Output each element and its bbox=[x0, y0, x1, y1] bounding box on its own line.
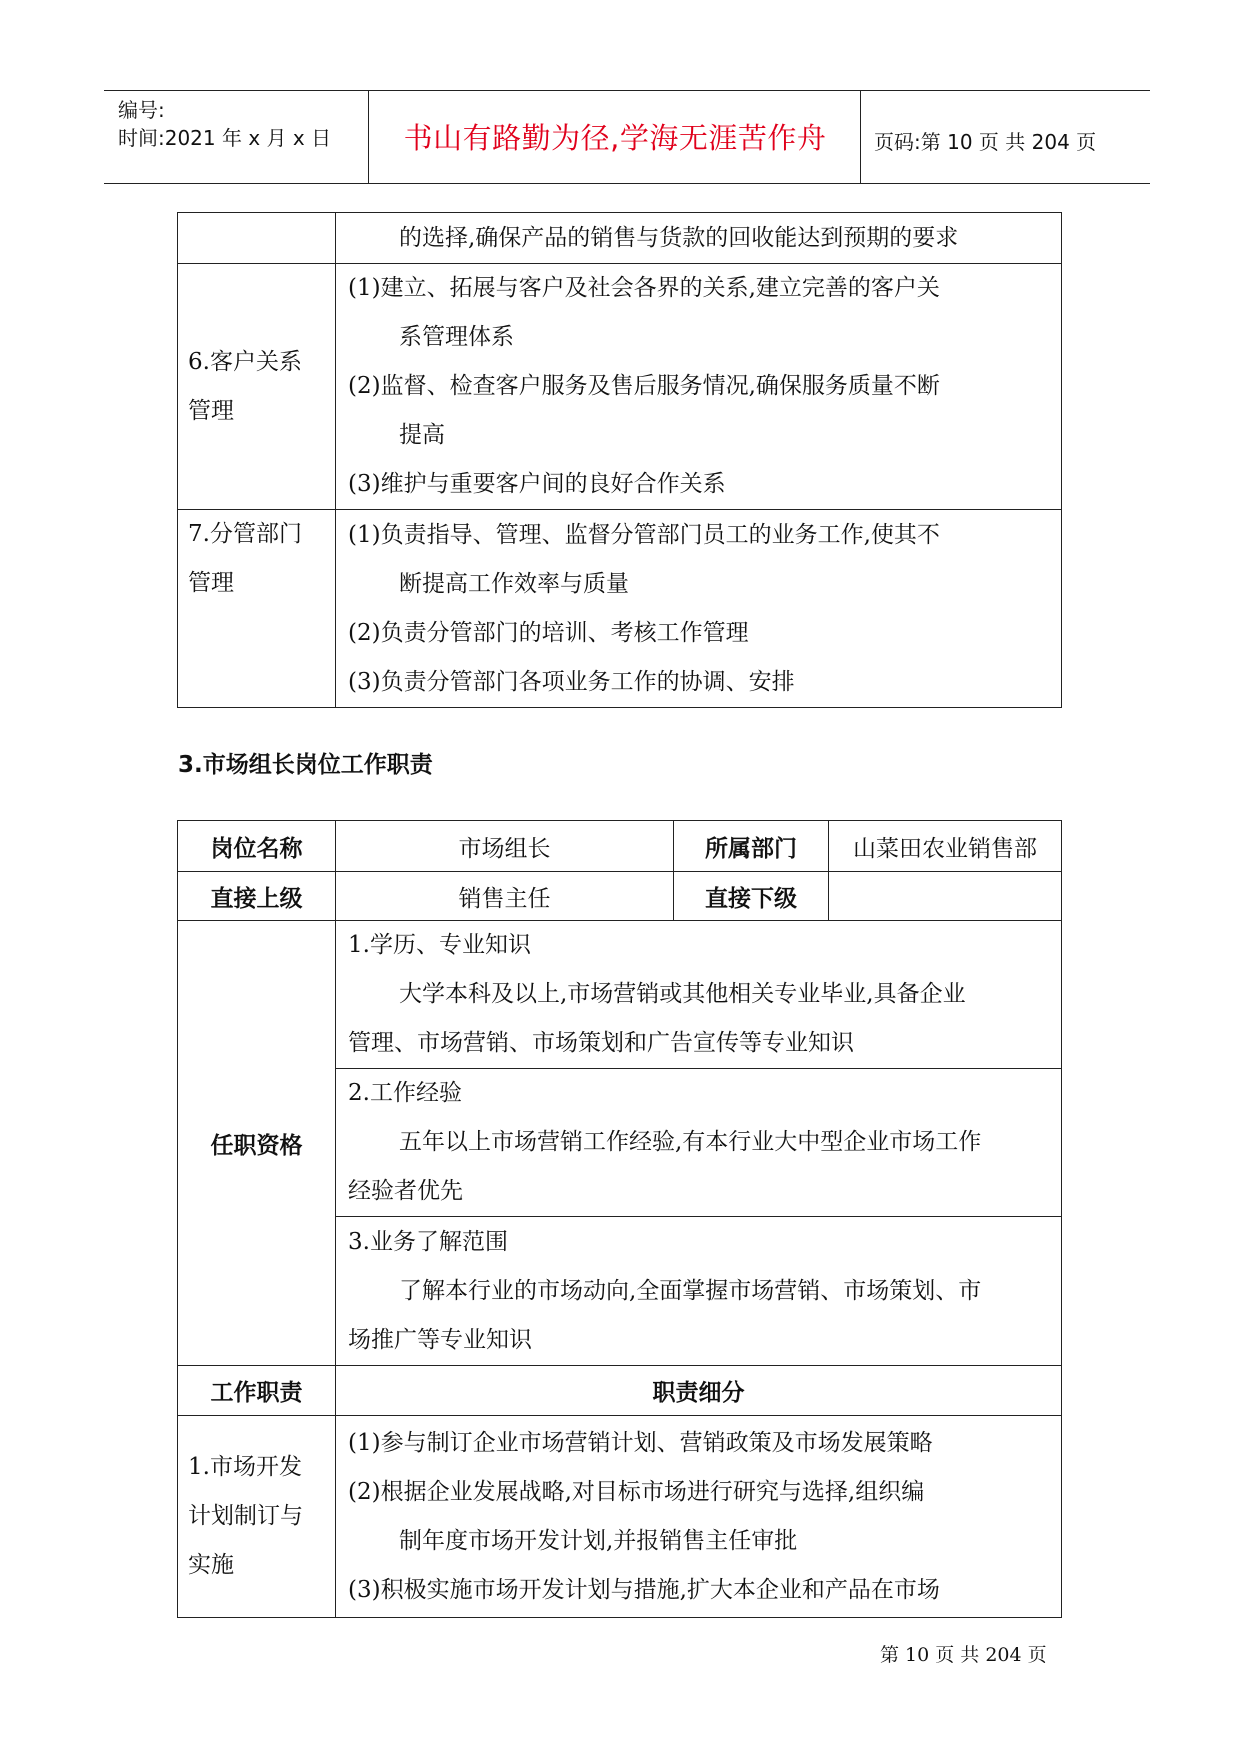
qualification-label: 任职资格 bbox=[178, 921, 336, 1366]
duty-label: 工作职责 bbox=[178, 1366, 336, 1416]
duty-line: (3)维护与重要客户间的良好合作关系 bbox=[348, 471, 726, 497]
duty-category-cell bbox=[178, 1416, 336, 1618]
duty-category-cell bbox=[178, 264, 336, 510]
date-label: 时间:2021 年 x 月 x 日 bbox=[118, 126, 332, 150]
duty-category-line: 管理 bbox=[188, 397, 234, 424]
duty-detail-cell bbox=[336, 510, 1062, 708]
duty-line: 断提高工作效率与质量 bbox=[399, 570, 629, 597]
duty-detail-label: 职责细分 bbox=[336, 1366, 1062, 1416]
market-leader-duties-table bbox=[177, 820, 1062, 1618]
duty-line: 提高 bbox=[399, 422, 445, 448]
duty-line: 的选择,确保产品的销售与货款的回收能达到预期的要求 bbox=[399, 224, 959, 251]
duty-category-line: 实施 bbox=[188, 1552, 234, 1578]
duty-line: (3)负责分管部门各项业务工作的协调、安排 bbox=[348, 668, 795, 695]
table-row bbox=[178, 1416, 1062, 1618]
table-row bbox=[178, 213, 1062, 264]
duty-line: 制年度市场开发计划,并报销售主任审批 bbox=[399, 1527, 798, 1554]
header-top-rule bbox=[104, 90, 1150, 91]
duty-category-cell bbox=[178, 213, 336, 264]
duty-detail-cell bbox=[336, 213, 1062, 264]
department-value: 山菜田农业销售部 bbox=[829, 821, 1062, 872]
duty-line: (2)负责分管部门的培训、考核工作管理 bbox=[348, 619, 749, 646]
qualification-line: 五年以上市场营销工作经验,有本行业大中型企业市场工作 bbox=[399, 1129, 982, 1155]
qualification-cell bbox=[336, 1217, 1062, 1366]
duty-detail-cell bbox=[336, 1416, 1062, 1618]
duty-line: (1)参与制订企业市场营销计划、营销政策及市场发展策略 bbox=[348, 1429, 933, 1456]
table-row bbox=[178, 1366, 1062, 1416]
duty-category-line: 管理 bbox=[188, 570, 234, 596]
serial-number-label: 编号: bbox=[118, 98, 165, 122]
duty-category-line: 7.分管部门 bbox=[188, 521, 302, 547]
superior-value: 销售主任 bbox=[336, 872, 674, 921]
header-bottom-rule bbox=[104, 183, 1150, 184]
qualification-line: 经验者优先 bbox=[348, 1178, 463, 1204]
duty-category-line: 1.市场开发 bbox=[188, 1454, 302, 1480]
table-row bbox=[178, 872, 1062, 921]
duty-category-cell bbox=[178, 510, 336, 708]
table-row bbox=[178, 510, 1062, 708]
duty-line: (3)积极实施市场开发计划与措施,扩大本企业和产品在市场 bbox=[348, 1576, 940, 1603]
duty-detail-cell bbox=[336, 264, 1062, 510]
duty-line: (1)建立、拓展与客户及社会各界的关系,建立完善的客户关 bbox=[348, 275, 940, 301]
header-divider-left bbox=[368, 90, 369, 184]
duty-line: (2)监督、检查客户服务及售后服务情况,确保服务质量不断 bbox=[348, 373, 940, 399]
table-row bbox=[178, 921, 1062, 1069]
subordinate-label: 直接下级 bbox=[674, 872, 829, 921]
qualification-line: 场推广等专业知识 bbox=[348, 1326, 532, 1353]
page-number-label: 页码:第 10 页 共 204 页 bbox=[874, 130, 1097, 154]
duties-table-continued bbox=[177, 212, 1062, 708]
department-label: 所属部门 bbox=[674, 821, 829, 872]
duty-line: (2)根据企业发展战略,对目标市场进行研究与选择,组织编 bbox=[348, 1478, 925, 1505]
qualification-title: 1.学历、专业知识 bbox=[348, 932, 531, 958]
duty-category-line: 6.客户关系 bbox=[188, 348, 302, 375]
post-name-value: 市场组长 bbox=[336, 821, 674, 872]
qualification-cell bbox=[336, 921, 1062, 1069]
header-divider-right bbox=[860, 90, 861, 184]
qualification-cell bbox=[336, 1069, 1062, 1217]
page-footer: 第 10 页 共 204 页 bbox=[880, 1644, 1047, 1666]
qualification-title: 3.业务了解范围 bbox=[348, 1228, 508, 1255]
duty-line: 系管理体系 bbox=[399, 324, 514, 350]
table-row bbox=[178, 264, 1062, 510]
duty-category-line: 计划制订与 bbox=[188, 1503, 303, 1529]
qualification-line: 大学本科及以上,市场营销或其他相关专业毕业,具备企业 bbox=[399, 981, 966, 1007]
duty-line: (1)负责指导、管理、监督分管部门员工的业务工作,使其不 bbox=[348, 521, 940, 548]
qualification-title: 2.工作经验 bbox=[348, 1080, 462, 1106]
table-row bbox=[178, 821, 1062, 872]
subordinate-value bbox=[829, 872, 1062, 921]
post-name-label: 岗位名称 bbox=[178, 821, 336, 872]
section-title: 3.市场组长岗位工作职责 bbox=[178, 752, 433, 778]
superior-label: 直接上级 bbox=[178, 872, 336, 921]
header-motto: 书山有路勤为径,学海无涯苦作舟 bbox=[403, 121, 827, 155]
qualification-line: 了解本行业的市场动向,全面掌握市场营销、市场策划、市 bbox=[399, 1277, 982, 1304]
qualification-line: 管理、市场营销、市场策划和广告宣传等专业知识 bbox=[348, 1030, 854, 1056]
